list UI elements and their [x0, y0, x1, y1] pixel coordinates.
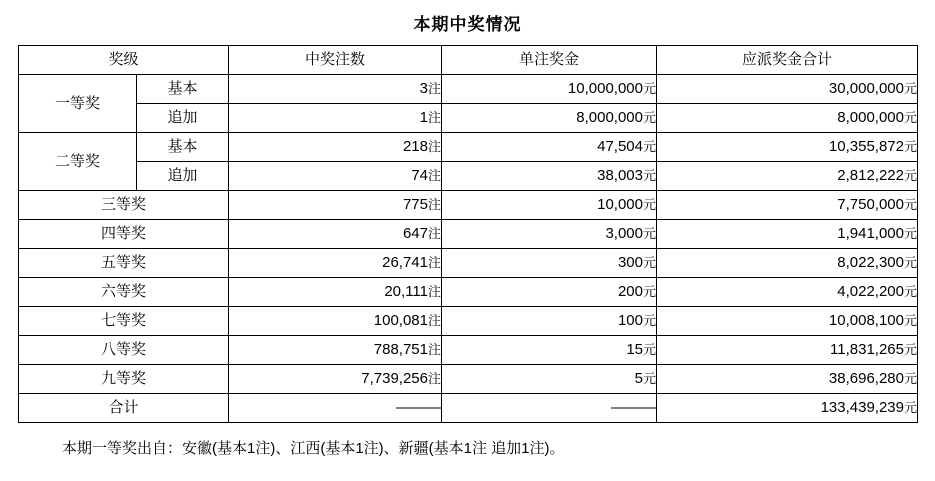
prize-level-label: 五等奖 [19, 249, 229, 278]
prize-level-label: 一等奖 [19, 75, 137, 133]
table-summary-row [19, 394, 918, 423]
unit-yuan: 元 [643, 342, 657, 357]
prize-per-bet-value: 10,000 [597, 196, 643, 213]
unit-yuan: 元 [904, 226, 918, 241]
summary-label: 合计 [19, 394, 229, 423]
prize-per-bet-cell [442, 104, 657, 133]
prize-total-cell [657, 75, 918, 104]
table-row [19, 336, 918, 365]
prize-per-bet-value: 100 [617, 312, 643, 329]
unit-yuan: 元 [904, 313, 918, 328]
prize-per-bet-value: 15 [626, 341, 643, 358]
column-header-each: 单注奖金 [442, 46, 657, 75]
prize-total-cell [657, 365, 918, 394]
summary-each-placeholder: ——— [442, 394, 657, 423]
unit-zhu: 注 [428, 139, 442, 154]
winning-count-value: 26,741 [382, 254, 428, 271]
unit-zhu: 注 [428, 226, 442, 241]
prize-total-value: 11,831,265 [830, 341, 904, 358]
table-row [19, 249, 918, 278]
prize-per-bet-cell [442, 249, 657, 278]
prize-subtype-label: 追加 [137, 104, 229, 133]
unit-yuan: 元 [643, 371, 657, 386]
summary-count-placeholder: ——— [229, 394, 442, 423]
prize-per-bet-cell [442, 278, 657, 307]
prize-total-value: 8,022,300 [837, 254, 904, 271]
winning-count-value: 20,111 [384, 283, 428, 300]
winning-count-value: 775 [402, 196, 428, 213]
unit-yuan: 元 [904, 168, 918, 183]
unit-zhu: 注 [428, 371, 442, 386]
unit-zhu: 注 [428, 255, 442, 270]
column-header-count: 中奖注数 [229, 46, 442, 75]
prize-per-bet-value: 300 [617, 254, 643, 271]
prize-per-bet-cell [442, 307, 657, 336]
prize-total-cell [657, 307, 918, 336]
prize-per-bet-value: 10,000,000 [567, 80, 643, 97]
summary-total-value: 133,439,239 [820, 399, 904, 416]
table-row [19, 75, 918, 104]
prize-per-bet-value: 200 [617, 283, 643, 300]
prize-total-value: 10,355,872 [828, 138, 904, 155]
prize-total-value: 30,000,000 [828, 80, 904, 97]
prize-total-value: 8,000,000 [837, 109, 904, 126]
prize-table [18, 45, 918, 423]
prize-level-label: 四等奖 [19, 220, 229, 249]
winning-count-cell [229, 249, 442, 278]
table-header-row [19, 46, 918, 75]
unit-yuan: 元 [904, 371, 918, 386]
unit-yuan: 元 [643, 284, 657, 299]
prize-per-bet-cell [442, 162, 657, 191]
winning-count-cell [229, 104, 442, 133]
winning-count-cell [229, 162, 442, 191]
prize-total-value: 10,008,100 [828, 312, 904, 329]
unit-zhu: 注 [428, 168, 442, 183]
prize-per-bet-cell [442, 75, 657, 104]
unit-yuan: 元 [643, 168, 657, 183]
prize-per-bet-cell [442, 133, 657, 162]
winning-count-value: 100,081 [373, 312, 428, 329]
prize-subtype-label: 基本 [137, 133, 229, 162]
table-row [19, 162, 918, 191]
unit-yuan: 元 [643, 255, 657, 270]
unit-yuan: 元 [904, 255, 918, 270]
winning-count-value: 1 [419, 109, 428, 126]
winning-count-cell [229, 191, 442, 220]
prize-level-label: 九等奖 [19, 365, 229, 394]
unit-zhu: 注 [428, 313, 442, 328]
winning-count-cell [229, 307, 442, 336]
prize-total-cell [657, 162, 918, 191]
unit-yuan: 元 [904, 284, 918, 299]
table-body [19, 75, 918, 423]
unit-yuan: 元 [904, 197, 918, 212]
winning-count-cell [229, 336, 442, 365]
table-row [19, 133, 918, 162]
winning-count-value: 647 [402, 225, 428, 242]
prize-total-value: 38,696,280 [828, 370, 904, 387]
unit-yuan: 元 [904, 139, 918, 154]
table-row [19, 365, 918, 394]
prize-table-container [0, 45, 935, 423]
page-title: 本期中奖情况 [413, 15, 522, 34]
prize-total-cell [657, 249, 918, 278]
prize-subtype-label: 基本 [137, 75, 229, 104]
table-row [19, 191, 918, 220]
column-header-total: 应派奖金合计 [657, 46, 918, 75]
winning-count-cell [229, 365, 442, 394]
prize-total-cell [657, 336, 918, 365]
prize-total-cell [657, 104, 918, 133]
unit-yuan: 元 [643, 81, 657, 96]
prize-total-value: 7,750,000 [837, 196, 904, 213]
prize-per-bet-cell [442, 365, 657, 394]
prize-per-bet-cell [442, 336, 657, 365]
prize-per-bet-value: 38,003 [597, 167, 643, 184]
winning-count-value: 3 [419, 80, 428, 97]
unit-yuan: 元 [904, 342, 918, 357]
winning-count-cell [229, 133, 442, 162]
winning-count-cell [229, 75, 442, 104]
winning-count-value: 218 [402, 138, 428, 155]
table-row [19, 307, 918, 336]
table-row [19, 220, 918, 249]
prize-total-value: 1,941,000 [837, 225, 904, 242]
unit-yuan: 元 [643, 197, 657, 212]
prize-level-label: 二等奖 [19, 133, 137, 191]
unit-zhu: 注 [428, 197, 442, 212]
prize-per-bet-value: 8,000,000 [576, 109, 643, 126]
column-header-level: 奖级 [19, 46, 229, 75]
prize-per-bet-value: 47,504 [597, 138, 643, 155]
table-header [19, 46, 918, 75]
unit-yuan: 元 [643, 110, 657, 125]
prize-level-label: 八等奖 [19, 336, 229, 365]
unit-zhu: 注 [428, 81, 442, 96]
prize-total-value: 2,812,222 [837, 167, 904, 184]
summary-total-cell [657, 394, 918, 423]
prize-per-bet-value: 5 [634, 370, 643, 387]
unit-zhu: 注 [428, 284, 442, 299]
unit-yuan: 元 [904, 400, 918, 415]
unit-yuan: 元 [643, 226, 657, 241]
winning-count-value: 7,739,256 [361, 370, 428, 387]
prize-total-cell [657, 191, 918, 220]
prize-level-label: 六等奖 [19, 278, 229, 307]
unit-yuan: 元 [643, 313, 657, 328]
prize-level-label: 三等奖 [19, 191, 229, 220]
unit-yuan: 元 [643, 139, 657, 154]
unit-zhu: 注 [428, 110, 442, 125]
prize-total-value: 4,022,200 [837, 283, 904, 300]
unit-yuan: 元 [904, 81, 918, 96]
prize-subtype-label: 追加 [137, 162, 229, 191]
prize-level-label: 七等奖 [19, 307, 229, 336]
table-row [19, 104, 918, 133]
winning-count-value: 788,751 [373, 341, 428, 358]
prize-per-bet-value: 3,000 [605, 225, 643, 242]
prize-per-bet-cell [442, 191, 657, 220]
unit-zhu: 注 [428, 342, 442, 357]
winning-count-cell [229, 220, 442, 249]
prize-total-cell [657, 278, 918, 307]
prize-total-cell [657, 220, 918, 249]
winning-count-value: 74 [411, 167, 428, 184]
first-prize-origin-note: 本期一等奖出自：安徽(基本1注)、江西(基本1注)、新疆(基本1注 追加1注)。 [62, 440, 565, 457]
unit-yuan: 元 [904, 110, 918, 125]
prize-total-cell [657, 133, 918, 162]
winning-count-cell [229, 278, 442, 307]
prize-per-bet-cell [442, 220, 657, 249]
table-row [19, 278, 918, 307]
